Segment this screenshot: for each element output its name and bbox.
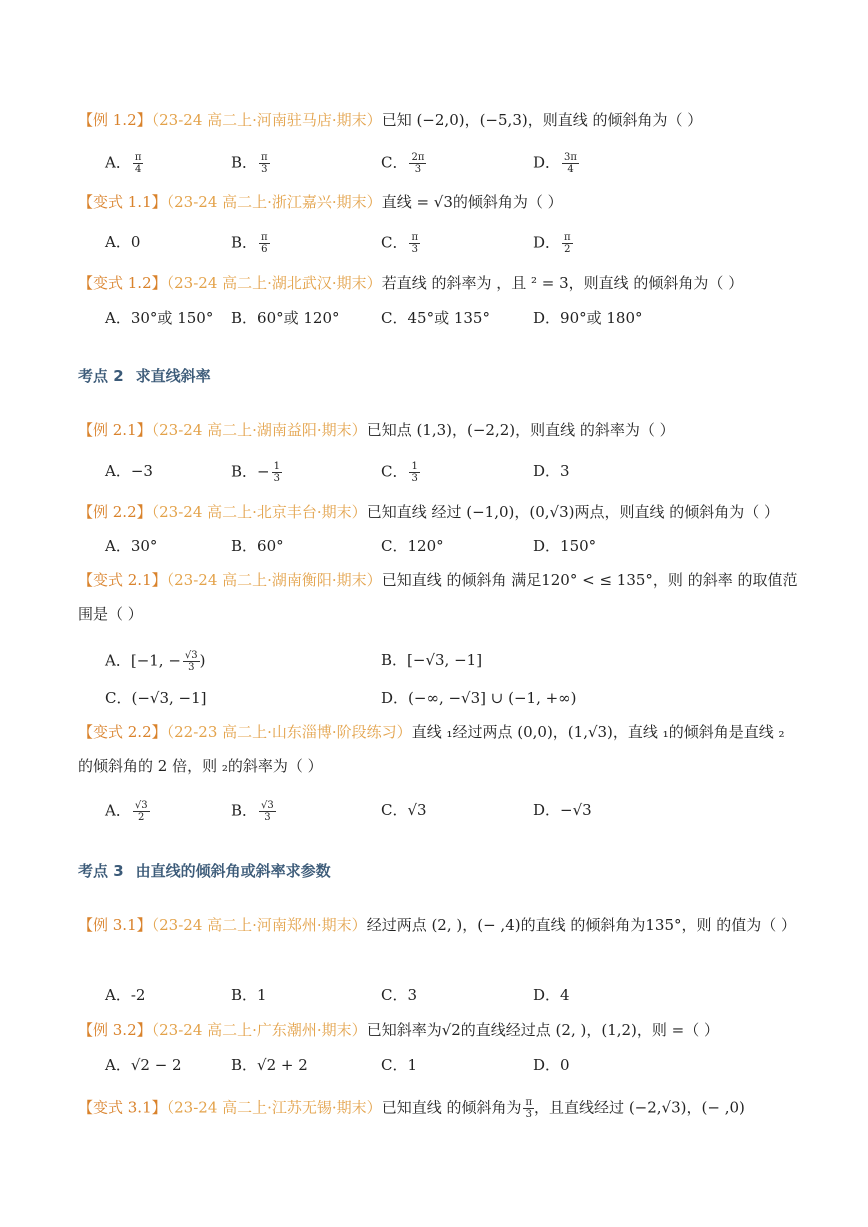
question-text: 经过两点 (2, )，(− ,4)的直线 的倾斜角为135°，则 的值为（ ） bbox=[366, 916, 797, 934]
question-text: 直线 ₁经过两点 (0,0)，(1,√3)，直线 ₁的倾斜角是直线 ₂的倾斜角的 2 倍，则 ₂的斜率为（ ） bbox=[78, 723, 785, 775]
section-label: 考点 2 bbox=[78, 367, 124, 385]
option-b[interactable]: B．− $\frac{1}{3}$ bbox=[231, 461, 280, 484]
question-ex3-1 bbox=[78, 908, 798, 942]
option-c[interactable]: C．45°或 135° bbox=[381, 309, 490, 327]
option-c[interactable]: C． $\frac{1}{3}$ bbox=[381, 461, 418, 484]
question-tag: 【例 2.1】 bbox=[78, 421, 152, 439]
option-a[interactable]: A．30°或 150° bbox=[105, 309, 214, 327]
option-d[interactable]: D．(−∞, −√3] ∪ (−1, +∞) bbox=[381, 689, 577, 707]
section-title: 求直线斜率 bbox=[135, 367, 211, 385]
option-d[interactable]: D．90°或 180° bbox=[533, 309, 643, 327]
option-c[interactable]: C．3 bbox=[381, 986, 418, 1004]
option-a[interactable]: A．0 bbox=[105, 233, 141, 251]
question-tag: 【变式 1.1】 bbox=[78, 193, 167, 211]
option-b[interactable]: B． $\frac{√3}{3}$ bbox=[231, 800, 274, 823]
question-source: （23-24 高二上·湖北武汉·期末） bbox=[166, 274, 382, 292]
option-c[interactable]: C． $\frac{\pi}{3}$ bbox=[381, 232, 419, 255]
option-b[interactable]: B．60°或 120° bbox=[231, 309, 340, 327]
option-d[interactable]: D．4 bbox=[533, 986, 570, 1004]
question-text: 已知 (−2,0)，(−5,3)，则直线 的倾斜角为（ ） bbox=[381, 111, 703, 129]
section-heading-3 bbox=[78, 860, 331, 881]
question-ex2-2 bbox=[78, 502, 798, 522]
option-d[interactable]: D．−√3 bbox=[533, 801, 592, 819]
option-a[interactable]: A．-2 bbox=[105, 986, 146, 1004]
question-v1-2 bbox=[78, 273, 798, 293]
option-c[interactable]: C．√3 bbox=[381, 801, 427, 819]
question-text: 若直线 的斜率为 ，且 ² = 3，则直线 的倾斜角为（ ） bbox=[381, 274, 744, 292]
section-title: 由直线的倾斜角或斜率求参数 bbox=[135, 862, 331, 880]
option-d[interactable]: D．0 bbox=[533, 1056, 570, 1074]
question-source: （23-24 高二上·北京丰台·期末） bbox=[151, 503, 367, 521]
question-source: （23-24 高二上·广东潮州·期末） bbox=[151, 1021, 367, 1039]
question-text: 已知直线 的倾斜角为 bbox=[381, 1098, 522, 1117]
question-v3-1 bbox=[78, 1097, 798, 1120]
question-v2-1 bbox=[78, 563, 798, 631]
question-ex2-1 bbox=[78, 420, 798, 440]
option-b[interactable]: B．60° bbox=[231, 537, 284, 555]
question-source: （23-24 高二上·湖南益阳·期末） bbox=[151, 421, 367, 439]
question-tag: 【变式 3.1】 bbox=[78, 1098, 167, 1117]
fraction: $\frac{\pi}{3}$ bbox=[525, 1097, 533, 1120]
option-a[interactable]: A． $\frac{√3}{2}$ bbox=[105, 800, 148, 823]
option-d[interactable]: D． $\frac{\pi}{2}$ bbox=[533, 232, 571, 255]
question-text: 已知直线 的倾斜角 满足120° < ≤ 135°，则 的斜率 的取值范围是（ ） bbox=[78, 571, 798, 623]
question-source: （23-24 高二上·河南驻马店·期末） bbox=[151, 111, 382, 129]
question-v1-1 bbox=[78, 192, 798, 212]
option-c[interactable]: C．120° bbox=[381, 537, 444, 555]
question-source: （22-23 高二上·山东淄博·阶段练习） bbox=[166, 723, 412, 741]
option-c[interactable]: C．(−√3, −1] bbox=[105, 689, 207, 707]
option-a[interactable]: A．√2 − 2 bbox=[105, 1056, 182, 1074]
question-source: （23-24 高二上·江苏无锡·期末） bbox=[166, 1098, 382, 1117]
section-label: 考点 3 bbox=[78, 862, 124, 880]
option-d[interactable]: D．3 bbox=[533, 462, 570, 480]
option-c[interactable]: C．1 bbox=[381, 1056, 418, 1074]
option-d[interactable]: D． $\frac{3\pi}{4}$ bbox=[533, 152, 577, 175]
question-source: （23-24 高二上·河南郑州·期末） bbox=[151, 916, 367, 934]
question-text: 已知点 (1,3)，(−2,2)，则直线 的斜率为（ ） bbox=[366, 421, 675, 439]
question-tag: 【例 1.2】 bbox=[78, 111, 152, 129]
option-b[interactable]: B．[−√3, −1] bbox=[381, 651, 483, 669]
option-b[interactable]: B． $\frac{\pi}{6}$ bbox=[231, 232, 268, 255]
question-source: （23-24 高二上·湖南衡阳·期末） bbox=[166, 571, 382, 589]
option-a[interactable]: A．[−1, − $\frac{√3}{3}$ ) bbox=[105, 650, 206, 673]
question-tag: 【例 2.2】 bbox=[78, 503, 152, 521]
question-ex1-2 bbox=[78, 110, 798, 130]
question-text-tail: ，且直线经过 (−2,√3)，(− ,0) bbox=[534, 1098, 745, 1117]
question-source: （23-24 高二上·浙江嘉兴·期末） bbox=[166, 193, 382, 211]
question-tag: 【变式 2.2】 bbox=[78, 723, 167, 741]
option-a[interactable]: A．−3 bbox=[105, 462, 153, 480]
option-a[interactable]: A． $\frac{\pi}{4}$ bbox=[105, 152, 142, 175]
question-text: 已知斜率为√2的直线经过点 (2, )，(1,2)，则 =（ ） bbox=[366, 1021, 720, 1039]
question-tag: 【变式 1.2】 bbox=[78, 274, 167, 292]
option-c[interactable]: C． $\frac{2\pi}{3}$ bbox=[381, 152, 425, 175]
question-tag: 【例 3.1】 bbox=[78, 916, 152, 934]
question-text: 直线 = √3的倾斜角为（ ） bbox=[381, 193, 563, 211]
section-heading-2 bbox=[78, 365, 211, 386]
option-b[interactable]: B． $\frac{\pi}{3}$ bbox=[231, 152, 268, 175]
option-d[interactable]: D．150° bbox=[533, 537, 597, 555]
option-b[interactable]: B．√2 + 2 bbox=[231, 1056, 308, 1074]
option-a[interactable]: A．30° bbox=[105, 537, 158, 555]
question-text: 已知直线 经过 (−1,0)，(0,√3)两点，则直线 的倾斜角为（ ） bbox=[366, 503, 780, 521]
option-b[interactable]: B．1 bbox=[231, 986, 267, 1004]
question-tag: 【例 3.2】 bbox=[78, 1021, 152, 1039]
question-v2-2 bbox=[78, 715, 798, 783]
question-ex3-2 bbox=[78, 1020, 798, 1040]
question-tag: 【变式 2.1】 bbox=[78, 571, 167, 589]
